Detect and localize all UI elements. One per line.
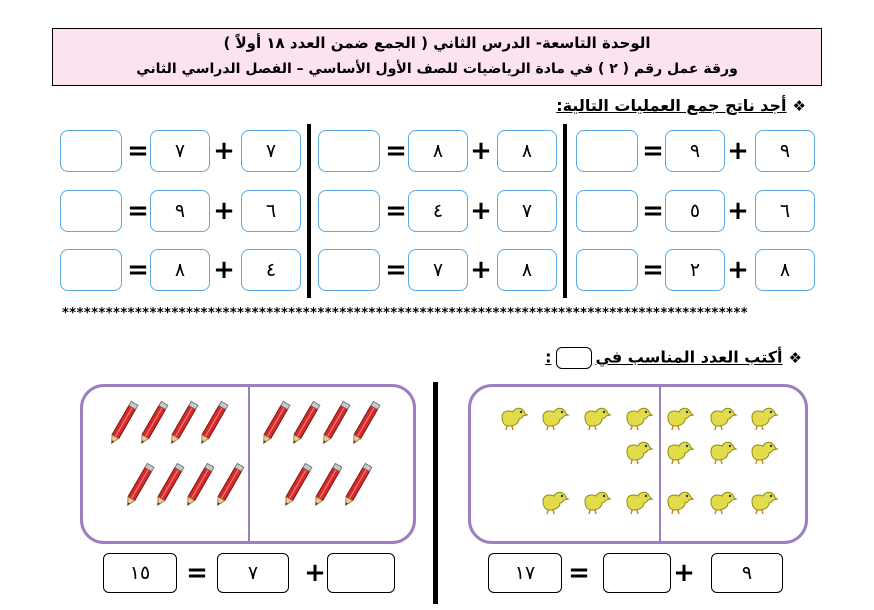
equals-sign: = bbox=[385, 196, 407, 226]
plus-sign: + bbox=[470, 255, 492, 285]
pencils-total: ١٥ bbox=[103, 553, 177, 593]
picture-divider bbox=[433, 382, 438, 604]
ducks-second-addend-input[interactable] bbox=[603, 553, 671, 593]
duck-icon bbox=[707, 402, 739, 432]
pencils-second-addend: ٧ bbox=[217, 553, 289, 593]
duck-icon bbox=[664, 436, 696, 466]
duck-icon bbox=[707, 436, 739, 466]
pencil-icon bbox=[140, 400, 170, 450]
plus-sign: + bbox=[213, 255, 235, 285]
equals-sign: = bbox=[127, 255, 149, 285]
duck-icon bbox=[539, 486, 571, 516]
section1-title: أجد ناتج جمع العمليات التالية: bbox=[556, 96, 787, 115]
equals-sign: = bbox=[642, 196, 664, 226]
star-separator: ********************************************************************************************** bbox=[62, 306, 749, 321]
plus-sign: + bbox=[304, 558, 326, 588]
duck-icon bbox=[498, 402, 530, 432]
duck-icon bbox=[623, 486, 655, 516]
duck-icon bbox=[581, 402, 613, 432]
pencil-icon bbox=[216, 462, 246, 512]
addend-box: ٨ bbox=[755, 249, 815, 291]
duck-icon bbox=[539, 402, 571, 432]
equals-sign: = bbox=[642, 136, 664, 166]
pencil-icon bbox=[262, 400, 292, 450]
pencil-icon bbox=[126, 462, 156, 512]
equals-sign: = bbox=[186, 558, 208, 588]
answer-input[interactable] bbox=[576, 249, 638, 291]
pencil-icon bbox=[292, 400, 322, 450]
pencil-icon bbox=[200, 400, 230, 450]
diamond-bullet-icon: ❖ bbox=[792, 97, 806, 115]
answer-input[interactable] bbox=[576, 190, 638, 232]
addend-box: ٤ bbox=[241, 249, 301, 291]
pencil-icon bbox=[352, 400, 382, 450]
addend-box: ٤ bbox=[408, 190, 468, 232]
duck-icon bbox=[623, 402, 655, 432]
addend-box: ٧ bbox=[241, 130, 301, 172]
addend-box: ٦ bbox=[241, 190, 301, 232]
addend-box: ٨ bbox=[497, 249, 557, 291]
pencil-icon bbox=[344, 462, 374, 512]
addend-box: ٥ bbox=[665, 190, 725, 232]
pencils-first-addend-input[interactable] bbox=[327, 553, 395, 593]
plus-sign: + bbox=[727, 196, 749, 226]
duck-icon bbox=[748, 486, 780, 516]
ducks-first-addend: ٩ bbox=[711, 553, 783, 593]
section2-colon: : bbox=[545, 347, 552, 367]
worksheet-header bbox=[52, 28, 822, 86]
ducks-total: ١٧ bbox=[488, 553, 562, 593]
column-divider bbox=[563, 124, 567, 298]
duck-icon bbox=[707, 486, 739, 516]
addend-box: ٢ bbox=[665, 249, 725, 291]
plus-sign: + bbox=[213, 196, 235, 226]
plus-sign: + bbox=[213, 136, 235, 166]
addend-box: ٧ bbox=[408, 249, 468, 291]
answer-input[interactable] bbox=[60, 249, 122, 291]
column-divider bbox=[307, 124, 311, 298]
blank-box-icon bbox=[556, 347, 592, 369]
duck-icon bbox=[623, 436, 655, 466]
header-subtitle: ورقة عمل رقم ( ٢ ) في مادة الرياضيات للصف الأول الأساسي – الفصل الدراسي الثاني bbox=[136, 61, 738, 77]
plus-sign: + bbox=[727, 136, 749, 166]
duck-icon bbox=[748, 402, 780, 432]
pencil-icon bbox=[170, 400, 200, 450]
diamond-bullet-icon: ❖ bbox=[788, 348, 802, 367]
duck-icon bbox=[664, 486, 696, 516]
equals-sign: = bbox=[642, 255, 664, 285]
answer-input[interactable] bbox=[318, 190, 380, 232]
pencils-panel-divider bbox=[248, 387, 250, 541]
answer-input[interactable] bbox=[318, 249, 380, 291]
equals-sign: = bbox=[127, 136, 149, 166]
answer-input[interactable] bbox=[60, 190, 122, 232]
addend-box: ٩ bbox=[665, 130, 725, 172]
ducks-panel-divider bbox=[659, 387, 661, 541]
plus-sign: + bbox=[470, 136, 492, 166]
header-title: الوحدة التاسعة- الدرس الثاني ( الجمع ضمن العدد ١٨ أولاً ) bbox=[223, 34, 651, 52]
equals-sign: = bbox=[568, 558, 590, 588]
equals-sign: = bbox=[385, 255, 407, 285]
pencil-icon bbox=[314, 462, 344, 512]
equals-sign: = bbox=[385, 136, 407, 166]
addend-box: ٩ bbox=[150, 190, 210, 232]
section1-instruction bbox=[556, 96, 806, 115]
duck-icon bbox=[581, 486, 613, 516]
duck-icon bbox=[664, 402, 696, 432]
plus-sign: + bbox=[673, 558, 695, 588]
pencil-icon bbox=[322, 400, 352, 450]
equals-sign: = bbox=[127, 196, 149, 226]
addend-box: ٩ bbox=[755, 130, 815, 172]
addend-box: ٧ bbox=[150, 130, 210, 172]
plus-sign: + bbox=[727, 255, 749, 285]
addend-box: ٨ bbox=[497, 130, 557, 172]
section2-title: أكتب العدد المناسب في bbox=[595, 347, 783, 367]
answer-input[interactable] bbox=[318, 130, 380, 172]
answer-input[interactable] bbox=[576, 130, 638, 172]
addend-box: ٧ bbox=[497, 190, 557, 232]
addend-box: ٨ bbox=[408, 130, 468, 172]
addend-box: ٦ bbox=[755, 190, 815, 232]
addend-box: ٨ bbox=[150, 249, 210, 291]
answer-input[interactable] bbox=[60, 130, 122, 172]
pencil-icon bbox=[156, 462, 186, 512]
section2-instruction bbox=[545, 347, 802, 369]
duck-icon bbox=[748, 436, 780, 466]
plus-sign: + bbox=[470, 196, 492, 226]
pencil-icon bbox=[110, 400, 140, 450]
pencil-icon bbox=[284, 462, 314, 512]
pencil-icon bbox=[186, 462, 216, 512]
